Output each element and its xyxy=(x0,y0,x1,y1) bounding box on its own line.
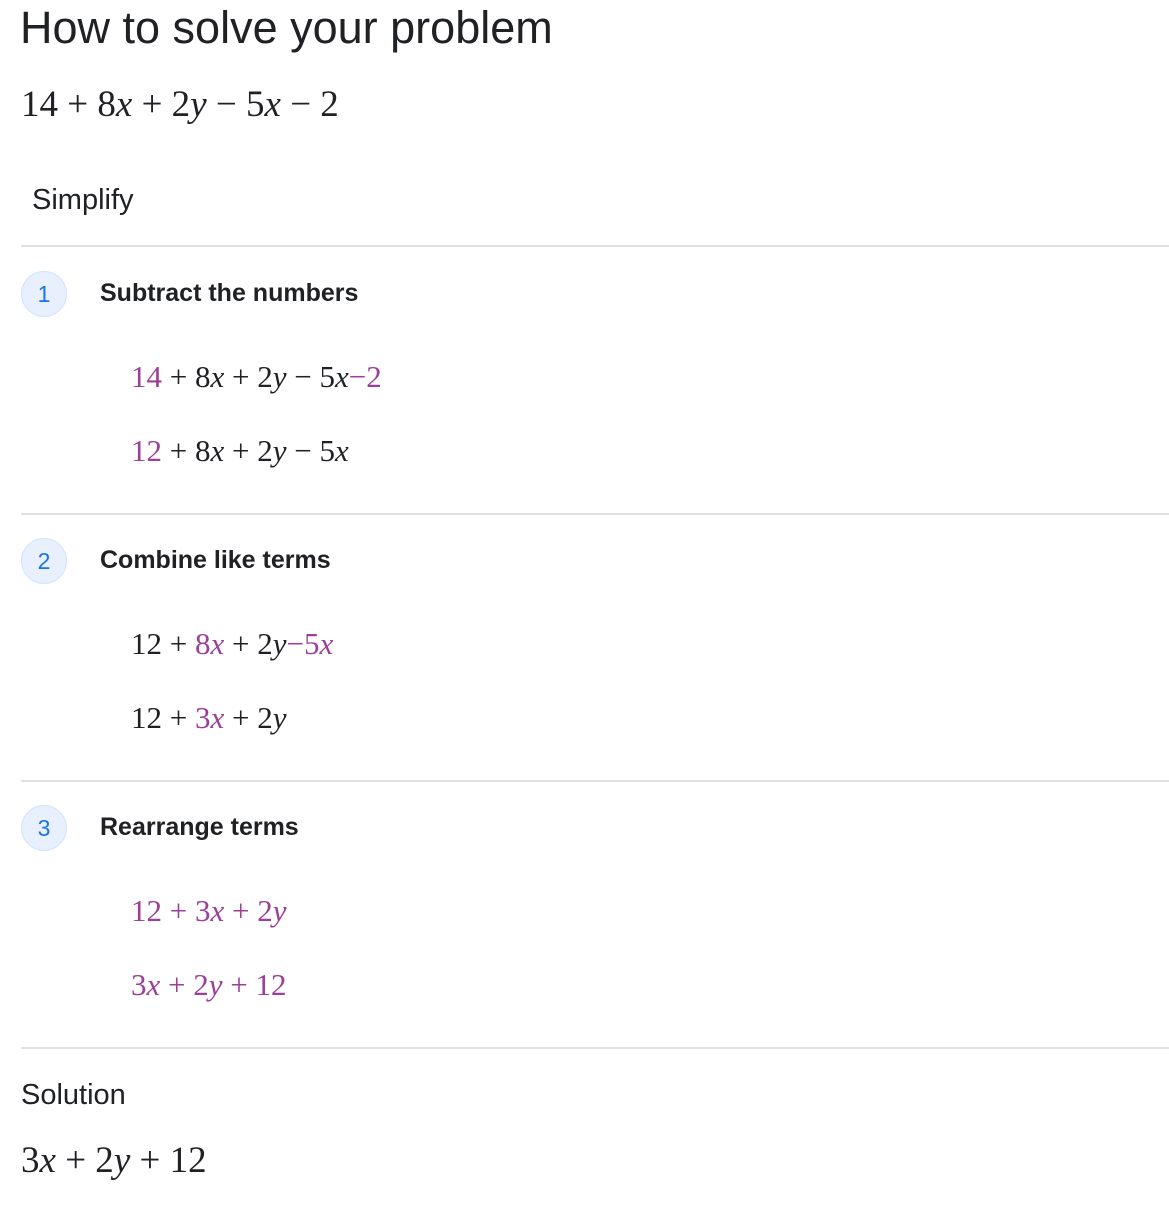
problem-expression: 14 + 8x + 2y − 5x − 2 xyxy=(21,84,339,125)
step-expression: 12 + 8x + 2y−5x xyxy=(131,626,334,661)
step-expression: 14 + 8x + 2y − 5x−2 xyxy=(131,359,382,394)
step-number-badge: 2 xyxy=(21,538,67,584)
page-title: How to solve your problem xyxy=(20,2,553,53)
step-number-badge: 1 xyxy=(21,271,67,317)
method-label: Simplify xyxy=(32,184,134,216)
step-title[interactable]: Combine like terms xyxy=(100,546,331,574)
divider xyxy=(21,513,1169,515)
solution-label: Solution xyxy=(21,1079,126,1111)
step-expression: 3x + 2y + 12 xyxy=(131,967,287,1002)
step-title[interactable]: Subtract the numbers xyxy=(100,279,359,307)
step-title[interactable]: Rearrange terms xyxy=(100,813,299,841)
divider xyxy=(21,1047,1169,1049)
solution-expression: 3x + 2y + 12 xyxy=(21,1140,207,1181)
step-expression: 12 + 3x + 2y xyxy=(131,893,287,928)
divider xyxy=(21,780,1169,782)
step-expression: 12 + 8x + 2y − 5x xyxy=(131,433,349,468)
step-expression: 12 + 3x + 2y xyxy=(131,700,287,735)
step-number-badge: 3 xyxy=(21,805,67,851)
divider xyxy=(21,245,1169,247)
